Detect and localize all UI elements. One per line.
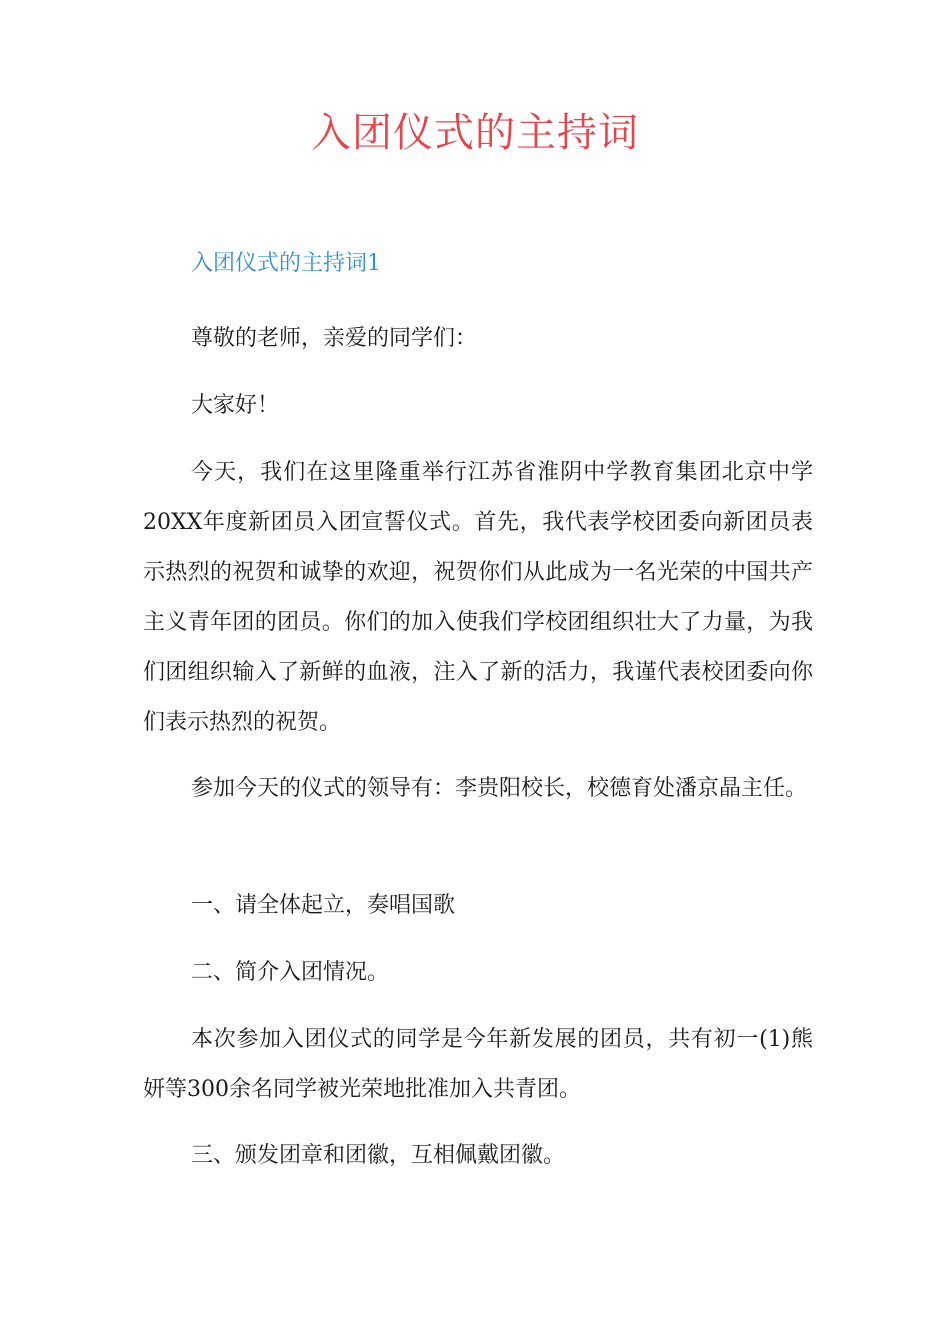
paragraph-salutation: 尊敬的老师，亲爱的同学们： xyxy=(191,326,478,351)
paragraph-step-three: 三、颁发团章和团徽，互相佩戴团徽。 xyxy=(191,1143,566,1168)
paragraph-greeting: 大家好！ xyxy=(191,393,280,418)
section-heading: 入团仪式的主持词1 xyxy=(191,251,381,276)
document-title: 入团仪式的主持词 xyxy=(311,110,639,156)
paragraph-step-one: 一、请全体起立，奏唱国歌 xyxy=(191,893,456,918)
paragraph-leaders: 参加今天的仪式的领导有：李贵阳校长，校德育处潘京晶主任。 xyxy=(191,776,808,801)
paragraph-opening: 今天，我们在这里隆重举行江苏省淮阴中学教育集团北京中学20XX年度新团员入团宣誓仪式。首先，我代表学校团委向新团员表示热烈的祝贺和诚挚的欢迎，祝贺你们从此成为一名光荣的中国共产主义青年团的团员。你们的加入使我们学校团组织壮大了力量，为我们团组织输入了新鲜的血液，注入了新的活力，我谨代表校团委向你们表示热烈的祝贺。 xyxy=(143,460,813,735)
paragraph-step-two: 二、简介入团情况。 xyxy=(191,960,390,985)
paragraph-members: 本次参加入团仪式的同学是今年新发展的团员，共有初一(1)熊妍等300余名同学被光荣地批准加入共青团。 xyxy=(143,1027,813,1102)
